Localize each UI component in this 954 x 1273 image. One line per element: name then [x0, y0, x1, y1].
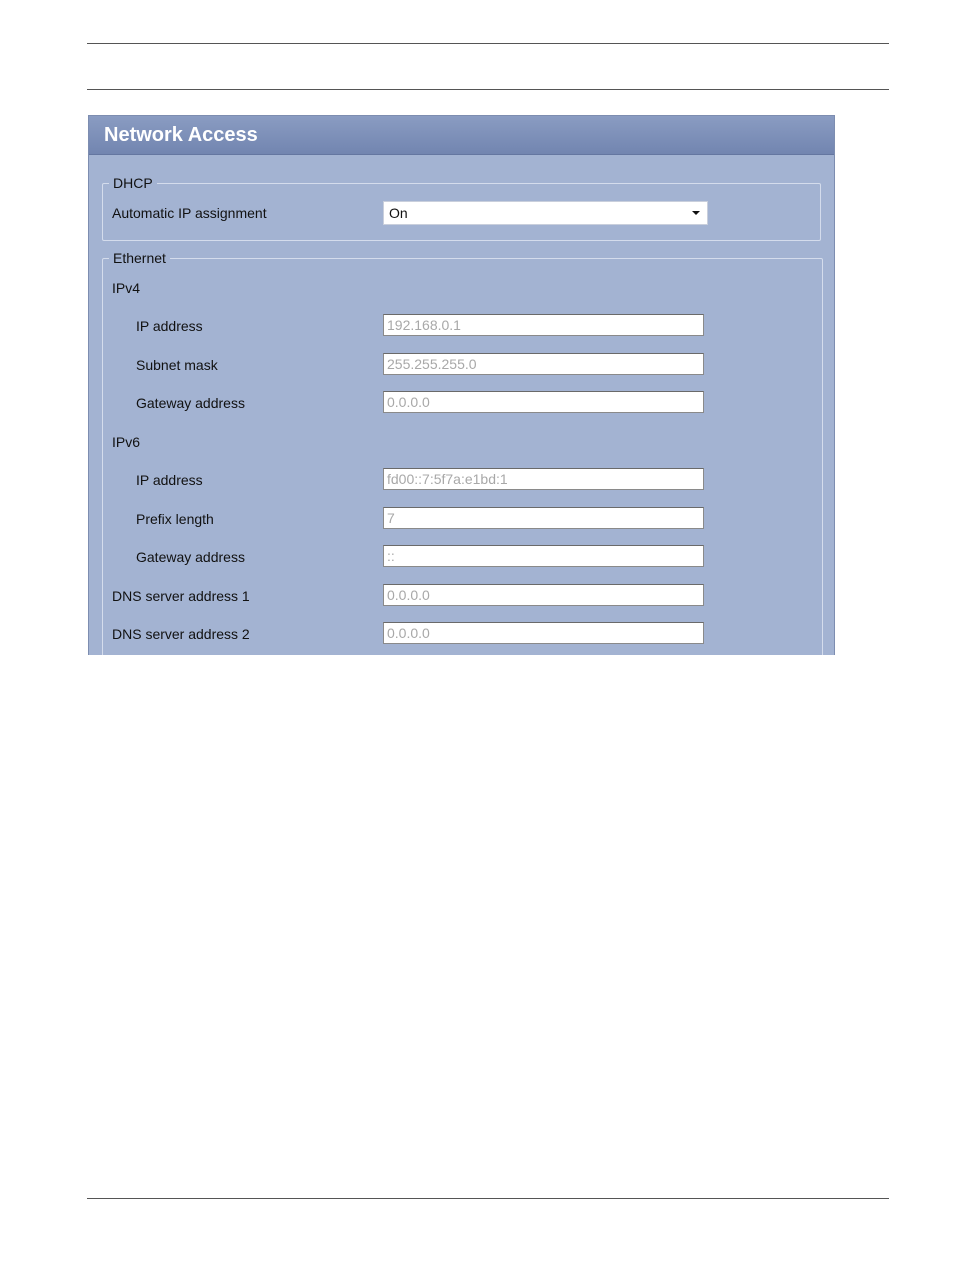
- auto-ip-label: Automatic IP assignment: [112, 205, 267, 221]
- subnet-mask-label: Subnet mask: [136, 357, 218, 373]
- ipv4-ip-label: IP address: [136, 318, 203, 334]
- dns1-label: DNS server address 1: [112, 588, 250, 604]
- ipv4-heading: IPv4: [112, 280, 141, 296]
- panel-header: [89, 116, 834, 155]
- footer-rule: [87, 1198, 889, 1199]
- top-rule: [87, 43, 889, 44]
- ipv4-ip-input[interactable]: 192.168.0.1: [383, 314, 704, 336]
- ipv6-heading: IPv6: [112, 434, 141, 450]
- ipv4-gateway-label: Gateway address: [136, 395, 245, 411]
- ipv6-ip-label: IP address: [136, 472, 203, 488]
- prefix-length-input[interactable]: 7: [383, 507, 704, 529]
- ipv6-gateway-input[interactable]: ::: [383, 545, 704, 567]
- dns1-input[interactable]: 0.0.0.0: [383, 584, 704, 606]
- ipv6-gateway-label: Gateway address: [136, 549, 245, 565]
- auto-ip-select[interactable]: [383, 201, 708, 225]
- subnet-mask-input[interactable]: 255.255.255.0: [383, 353, 704, 375]
- panel-title: Network Access: [104, 124, 258, 146]
- ipv4-gateway-input[interactable]: 0.0.0.0: [383, 391, 704, 413]
- dropdown-arrow-icon[interactable]: [689, 205, 703, 221]
- dns2-input[interactable]: 0.0.0.0: [383, 622, 704, 644]
- header-rule: [87, 89, 889, 90]
- prefix-length-label: Prefix length: [136, 511, 214, 527]
- ipv6-ip-input[interactable]: fd00::7:5f7a:e1bd:1: [383, 468, 704, 490]
- dns2-label: DNS server address 2: [112, 626, 250, 642]
- dhcp-legend: DHCP: [109, 175, 157, 191]
- network-access-panel: [88, 115, 835, 655]
- ethernet-legend: Ethernet: [109, 250, 170, 266]
- auto-ip-value: On: [389, 205, 408, 221]
